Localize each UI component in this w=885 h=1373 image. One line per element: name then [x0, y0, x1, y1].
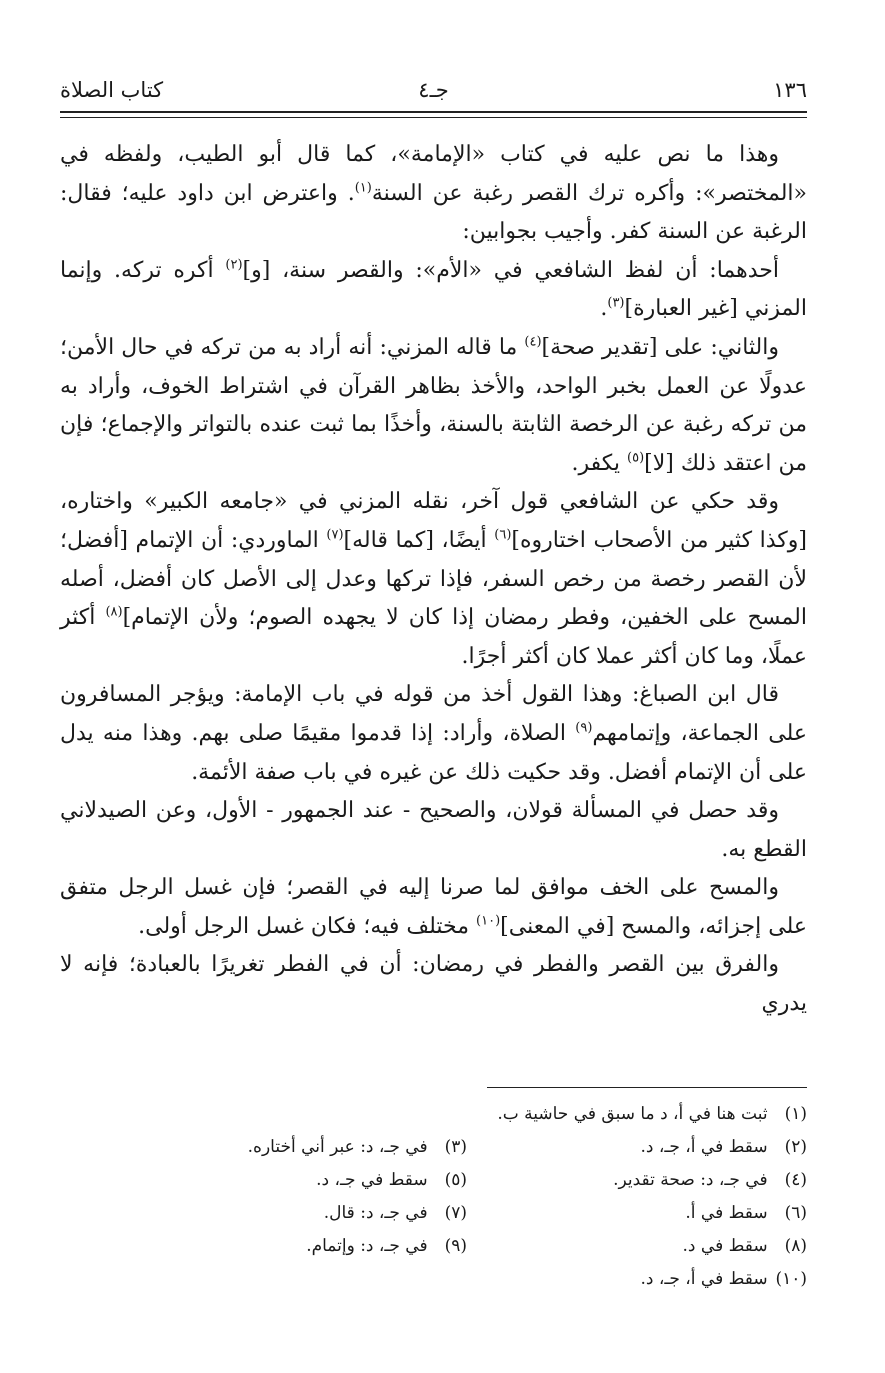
footnote-number: (٩): [444, 1236, 467, 1256]
text-run: الصلاة، وأراد: إذا قدموا مقيمًا صلى بهم. وهذا منه يدل على أن الإتمام أفضل. وقد حكيت ذلك عن غيره في باب صفة الأئمة.: [60, 720, 807, 785]
footnote-text: في جـ، د: قال.: [323, 1203, 433, 1223]
footnote-marker: (١): [354, 180, 372, 196]
footnote-text: في جـ، د: عبر أني أختاره.: [247, 1137, 433, 1157]
footnote-row: [60, 1164, 807, 1197]
footnote-number: (٧): [444, 1203, 467, 1223]
footnote-marker: (١٠): [476, 913, 501, 929]
page-number: ١٣٦: [773, 78, 807, 102]
footnote-row: [60, 1230, 807, 1263]
footnote-number: (٤): [784, 1170, 807, 1190]
paragraph: [60, 329, 807, 483]
paragraph: [60, 792, 807, 869]
volume-label: جـ٤: [418, 78, 449, 102]
book-title: كتاب الصلاة: [60, 78, 164, 102]
footnote-separator: [487, 1087, 807, 1088]
footnote-marker: (٢): [225, 257, 243, 273]
paragraph: [60, 946, 807, 1023]
text-run: أكثر عملًا، وما كان أكثر عملا كان أكثر أجرًا.: [60, 605, 807, 669]
text-run: يكفر.: [571, 450, 628, 476]
footnote-text: سقط في جـ، د.: [316, 1170, 433, 1190]
header-rule-thin: [60, 117, 807, 118]
text-run: مختلف فيه؛ فكان غسل الرجل أولى.: [138, 913, 477, 939]
main-text: [60, 136, 807, 1024]
footnote: [467, 1230, 807, 1263]
footnote-number: (٢): [784, 1137, 807, 1157]
footnote-row: [60, 1098, 807, 1131]
text-run: أحدهما: أن لفظ الشافعي في «الأم»: والقصر سنة، [و]: [242, 257, 779, 283]
footnote: [127, 1164, 467, 1197]
footnote-text: سقط في أ، جـ، د.: [640, 1137, 773, 1157]
footnote: [467, 1098, 807, 1131]
footnote-number: (٥): [444, 1170, 467, 1190]
footnote-marker: (٦): [494, 527, 512, 543]
paragraph: [60, 676, 807, 792]
footnote-number: (١): [784, 1104, 807, 1124]
footnote: [127, 1230, 467, 1263]
footnote-number: (٨): [784, 1236, 807, 1256]
text-run: قال ابن الصباغ: وهذا القول أخذ من قوله في باب الإمامة: ويؤجر المسافرون على الجماعة، وإتمامهم: [60, 682, 807, 746]
footnote-row: [60, 1263, 807, 1296]
text-run: .: [600, 296, 608, 322]
header-rule-thick: [60, 111, 807, 113]
text-run: وهذا ما نص عليه في كتاب «الإمامة»، كما قال أبو الطيب، ولفظه في «المختصر»: وأكره ترك القصر رغبة عن السنة: [60, 142, 807, 206]
footnote-marker: (٨): [105, 604, 123, 620]
footnote: [467, 1197, 807, 1230]
text-run: ما قاله المزني: أنه أراد به من تركه في حال الأمن؛ عدولًا عن العمل بخبر الواحد، والأخذ بظاهر القرآن في اشتراط الخوف، وأراد به من تركه رغبة عن الرخصة الثابتة بالسنة، وأخذًا بما ثبت عنده بالتواتر والإجماع؛ فإن من اعتقد ذلك [لا]: [60, 334, 807, 476]
text-run: الماوردي: أن الإتمام [أفضل؛ لأن القصر رخصة من رخص السفر، فإذا تركها وعدل إلى الأصل كان أفضل، أصله المسح على الخفين، وفطر رمضان إذا كان لا يجهده الصوم؛ ولأن الإتمام]: [60, 527, 807, 631]
footnote-row: [60, 1131, 807, 1164]
paragraph: [60, 483, 807, 676]
text-run: وقد حكي عن الشافعي قول آخر، نقله المزني في «جامعه الكبير» واختاره، [وكذا كثير من الأصحاب اختاروه]: [60, 489, 807, 553]
footnote-marker: (٣): [607, 296, 625, 312]
paragraph: [60, 136, 807, 252]
text-run: والفرق بين القصر والفطر في رمضان: أن في الفطر تغريرًا بالعبادة؛ فإنه لا يدري: [60, 952, 807, 1017]
running-header: [60, 72, 807, 108]
text-run: وقد حصل في المسألة قولان، والصحيح - عند الجمهور - الأول، وعن الصيدلاني القطع به.: [60, 798, 807, 862]
footnote-number: (١٠): [775, 1269, 807, 1289]
footnote-marker: (٥): [627, 450, 645, 466]
footnote-text: في جـ، د: صحة تقدير.: [613, 1170, 773, 1190]
footnote-text: في جـ، د: وإتمام.: [306, 1236, 433, 1256]
text-run: والمسح على الخف موافق لما صرنا إليه في القصر؛ فإن غسل الرجل متفق على إجزائه، والمسح [في المعنى]: [60, 875, 807, 939]
text-run: أيضًا، [كما قاله]: [343, 527, 495, 553]
footnote: [467, 1164, 807, 1197]
footnote-marker: (٧): [326, 527, 344, 543]
footnote-number: (٣): [444, 1137, 467, 1157]
footnote: [127, 1131, 467, 1164]
footnotes: [60, 1098, 807, 1296]
footnote-marker: (٩): [575, 720, 593, 736]
paragraph: [60, 252, 807, 329]
footnote-text: ثبت هنا في أ، د ما سبق في حاشية ب.: [497, 1104, 773, 1124]
footnote-marker: (٤): [524, 334, 542, 350]
text-run: والثاني: على [تقدير صحة]: [541, 334, 779, 360]
footnote-text: سقط في أ.: [685, 1203, 773, 1223]
text-run: . واعترض ابن داود عليه؛ فقال: الرغبة عن السنة كفر. وأجيب بجوابين:: [60, 180, 807, 245]
footnote-text: سقط في د.: [682, 1236, 773, 1256]
footnote: [467, 1131, 807, 1164]
footnote: [127, 1197, 467, 1230]
footnote-text: سقط في أ، جـ، د.: [640, 1269, 773, 1289]
footnote: [467, 1263, 807, 1296]
text-run: أكره تركه. وإنما المزني [غير العبارة]: [60, 257, 807, 322]
footnote-number: (٦): [784, 1203, 807, 1223]
paragraph: [60, 869, 807, 946]
footnote-row: [60, 1197, 807, 1230]
